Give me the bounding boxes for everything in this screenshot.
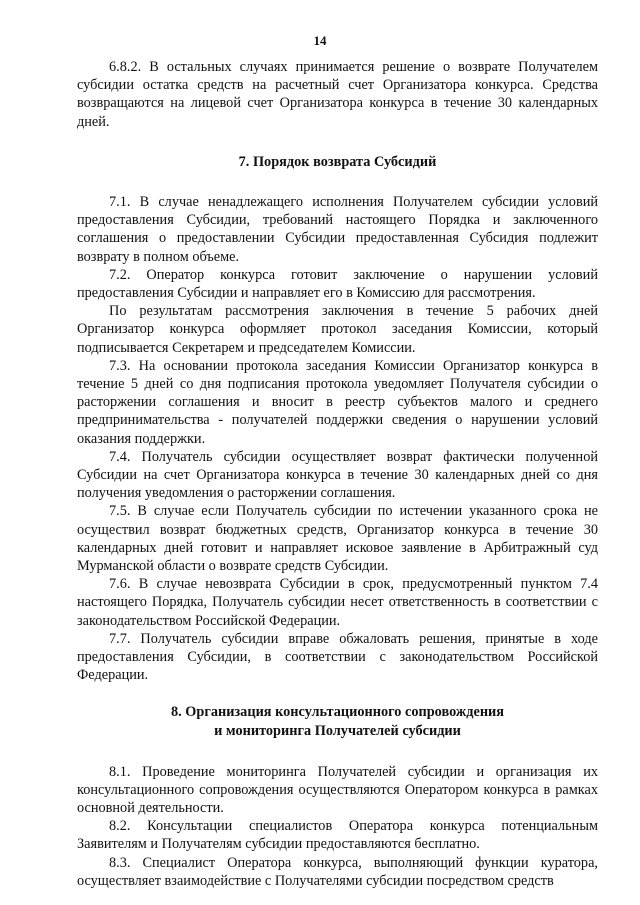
section-8-title-line-2: и мониторинга Получателей субсидии — [214, 722, 461, 739]
paragraph-8-3: 8.3. Специалист Оператора конкурса, выполняющий функции куратора, осуществляет взаимодействие с Получателями субсидии посредством средств — [77, 854, 598, 889]
document-body — [77, 58, 598, 890]
paragraph-7-4: 7.4. Получатель субсидии осуществляет возврат фактически полученной Субсидии на счет Организатора конкурса в течение 30 календарных дней со дня получения уведомления о расторжении соглашения. — [77, 448, 598, 502]
paragraph-7-7: 7.7. Получатель субсидии вправе обжаловать решения, принятые в ходе предоставления Субсидии, в соответствии с законодательством Российской Федерации. — [77, 630, 598, 684]
page-number: 14 — [313, 33, 327, 48]
paragraph-7-5: 7.5. В случае если Получатель субсидии по истечении указанного срока не осуществил возврат бюджетных средств, Организатор конкурса в течение 30 календарных дней готовит и направляет исковое заявление в Арбитражный суд Мурманской области о возврате средств Субсидии. — [77, 503, 598, 575]
paragraph-8-1: 8.1. Проведение мониторинга Получателей субсидии и организация их консультационного сопровождения осуществляются Оператором конкурса в рамках основной деятельности. — [77, 763, 598, 816]
section-7-title: 7. Порядок возврата Субсидий — [238, 153, 437, 170]
paragraph-8-2: 8.2. Консультации специалистов Оператора конкурса потенциальным Заявителям и Получателям субсидии предоставляются бесплатно. — [77, 818, 598, 853]
section-8-title-line-1: 8. Организация консультационного сопровождения — [170, 703, 505, 720]
paragraph-7-2-results: По результатам рассмотрения заключения в течение 5 рабочих дней Организатор конкурса оформляет протокол заседания Комиссии, который подписывается Секретарем и председателем Комиссии. — [77, 303, 598, 356]
paragraph-6-8-2: 6.8.2. В остальных случаях принимается решение о возврате Получателем субсидии остатка средств на расчетный счет Организатора конкурса. Средства возвращаются на лицевой счет Организатора конкурса в течение 30 календарных дней. — [77, 59, 598, 130]
paragraph-7-6: 7.6. В случае невозврата Субсидии в срок, предусмотренный пунктом 7.4 настоящего Порядка, Получатель субсидии несет ответственность в соответствии с законодательством Российской Федерации. — [77, 576, 598, 629]
paragraph-7-3: 7.3. На основании протокола заседания Комиссии Организатор конкурса в течение 5 дней со дня подписания протокола уведомляет Получателя субсидии о расторжении соглашения и вносит в реестр субъектов малого и среднего предпринимательства - получателей поддержки сведения о нарушении условий оказания поддержки. — [77, 357, 598, 447]
section-8-title — [77, 703, 598, 741]
paragraph-7-1: 7.1. В случае ненадлежащего исполнения Получателем субсидии условий предоставления Субсидии, требований настоящего Порядка и заключенного соглашения о предоставлении Субсидии предоставленная Субсидия подлежит возврату в полном объеме. — [77, 194, 598, 265]
paragraph-7-2: 7.2. Оператор конкурса готовит заключение о нарушении условий предоставления Субсидии и направляет его в Комиссию для рассмотрения. — [77, 266, 598, 302]
